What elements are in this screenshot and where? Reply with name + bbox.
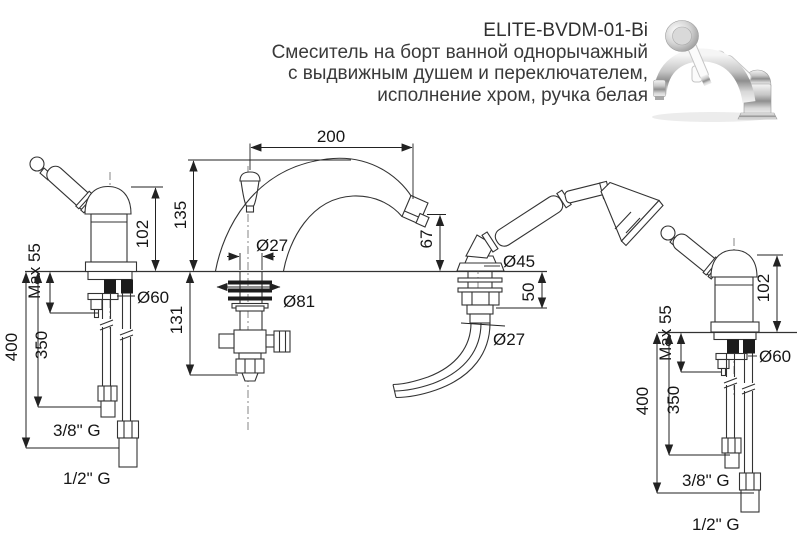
- description-line-2: с выдвижным душем и переключателем,: [287, 63, 648, 84]
- left-dimensions: [2, 187, 169, 488]
- description-line-1: Смеситель на борт ванной однорычажный: [271, 41, 648, 63]
- right-dome: [711, 250, 757, 277]
- dim-right-thread-38: 3/8" G: [682, 471, 730, 490]
- left-dome: [85, 187, 131, 215]
- dim-right-350: 350: [664, 385, 683, 415]
- spout-inner-arc: [284, 196, 403, 271]
- dim-left-thread-12: 1/2" G: [63, 469, 111, 488]
- dim-left-350: 350: [32, 330, 51, 360]
- right-horseshoe-bracket: [716, 354, 747, 360]
- left-lever-ball: [30, 157, 44, 171]
- valve-left-port: [219, 334, 234, 348]
- spout-dimensions: [167, 127, 446, 375]
- dim-spout-base-dia: Ø27: [256, 236, 289, 255]
- dim-right-escutcheon: Ø60: [759, 347, 792, 366]
- dim-left-escutcheon: Ø60: [137, 288, 170, 307]
- right-mount-stud: [727, 340, 739, 354]
- spout-under-deck-valve: [219, 272, 290, 382]
- shower-neck: [564, 182, 606, 203]
- left-mount-stud: [121, 280, 133, 294]
- right-mount-stud: [743, 340, 755, 354]
- product-photo: [652, 21, 777, 123]
- left-supply-hoses: [98, 293, 139, 467]
- dim-shower-base-dia: Ø45: [503, 252, 536, 271]
- diverter-valve-body: [234, 330, 266, 353]
- dim-left-400: 400: [2, 332, 21, 362]
- dim-right-thread-12: 1/2" G: [692, 515, 740, 534]
- dim-shower-under-deck: 50: [519, 282, 538, 302]
- left-connector-3-8: [101, 401, 115, 417]
- dim-right-height: 102: [754, 273, 773, 303]
- dim-left-deck-max: Max 55: [25, 243, 44, 299]
- description-line-3: исполнение хром, ручка белая: [377, 84, 648, 106]
- dim-spout-outlet-height: 67: [417, 229, 436, 249]
- right-base-flange: [711, 322, 759, 332]
- diverter-knob: [240, 172, 260, 181]
- left-body: [91, 214, 127, 262]
- shower-under-deck: [393, 272, 502, 398]
- dim-right-deck-max: Max 55: [656, 305, 675, 361]
- right-handle-unit: [661, 226, 761, 512]
- shower-grip: [492, 193, 566, 249]
- shower-hose-tailpiece: [470, 314, 490, 323]
- left-mount-stud: [104, 280, 116, 294]
- left-connector-1-2: [119, 438, 137, 467]
- right-body: [715, 277, 753, 322]
- dim-left-height: 102: [133, 219, 152, 249]
- dim-right-400: 400: [633, 386, 652, 416]
- dim-spout-washer-dia: Ø81: [283, 292, 316, 311]
- dim-spout-reach: 200: [316, 127, 346, 146]
- dim-spout-under-deck: 131: [167, 305, 186, 335]
- dim-spout-height: 135: [171, 200, 190, 230]
- shower-hose-inner: [393, 323, 471, 385]
- dim-left-thread-38: 3/8" G: [53, 421, 101, 440]
- right-dimensions: [633, 255, 791, 534]
- valve-right-port-nut: [274, 331, 290, 352]
- left-base-flange: [86, 262, 137, 272]
- model-code: ELITE-BVDM-01-Bi: [483, 20, 648, 41]
- shower-hose-outer: [396, 323, 490, 398]
- dim-shower-hose-dia: Ø27: [493, 330, 526, 349]
